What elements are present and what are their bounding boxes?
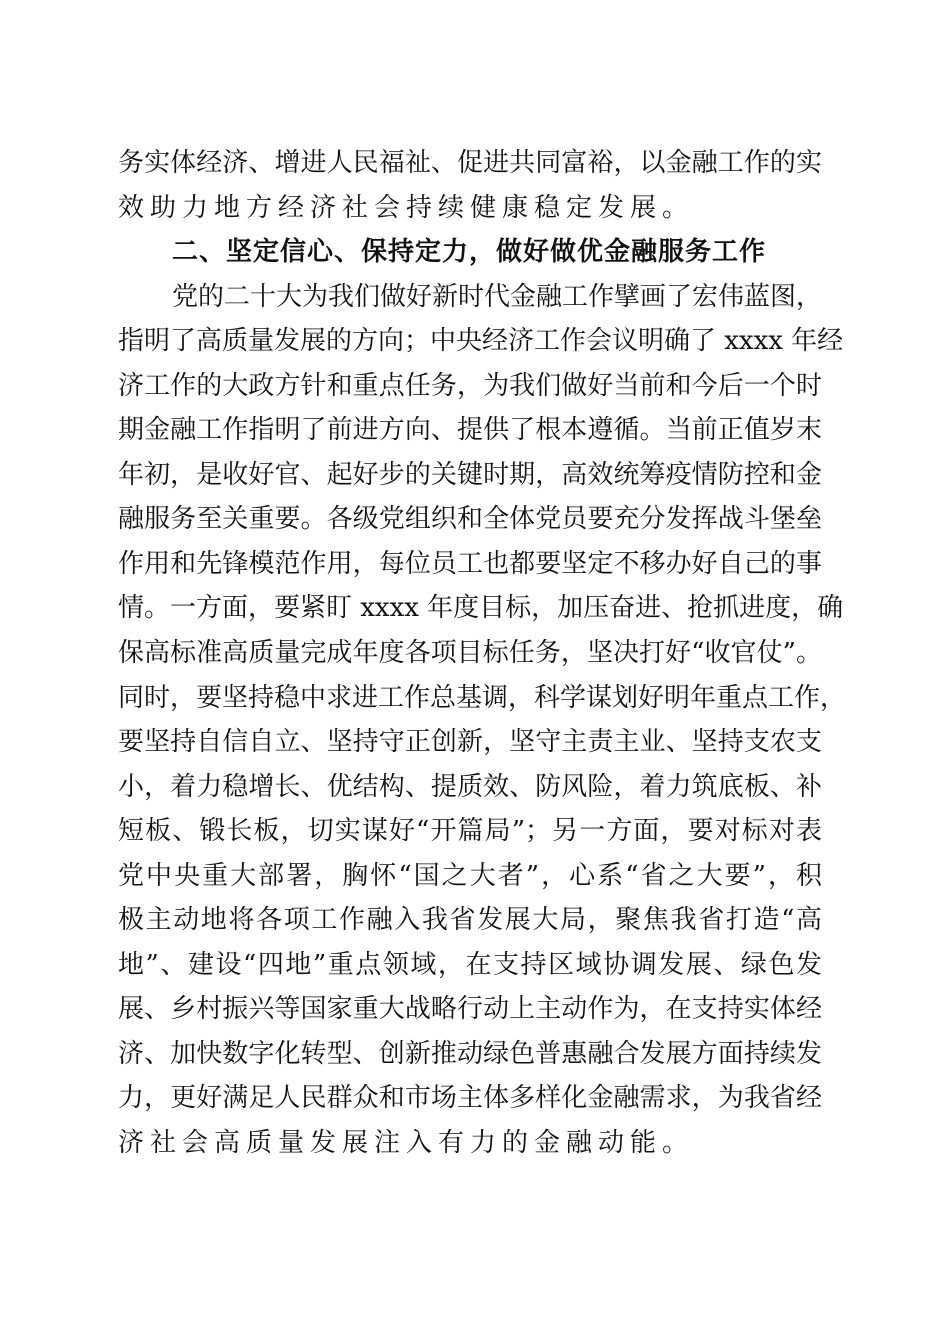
paragraph-line: 年初，是收好官、起好步的关键时期，高效统筹疫情防控和金 bbox=[118, 459, 822, 490]
paragraph-line: 指明了高质量发展的方向；中央经济工作会议明确了 xxxx 年经 bbox=[118, 326, 844, 357]
paragraph-line: 党中央重大部署，胸怀“国之大者”，心系“省之大要”，积 bbox=[118, 860, 822, 891]
paragraph-line: 地”、建设“四地”重点领域，在支持区域协调发展、绿色发 bbox=[118, 949, 822, 980]
paragraph-line: 极主动地将各项工作融入我省发展大局，聚焦我省打造“高 bbox=[118, 905, 822, 936]
paragraph-line: 务实体经济、增进人民福祉、促进共同富裕，以金融工作的实 bbox=[118, 148, 822, 178]
paragraph-line: 要坚持自信自立、坚持守正创新，坚守主责主业、坚持支农支 bbox=[118, 727, 822, 758]
paragraph-line: 济工作的大政方针和重点任务，为我们做好当前和今后一个时 bbox=[118, 370, 822, 401]
paragraph-line: 小，着力稳增长、优结构、提质效、防风险，着力筑底板、补 bbox=[118, 771, 822, 802]
paragraph-line: 保高标准高质量完成年度各项目标任务，坚决打好“收官仗”。 bbox=[118, 638, 822, 669]
paragraph-line: 济社会高质量发展注入有力的金融动能。 bbox=[118, 1128, 695, 1159]
paragraph-line: 情。一方面，要紧盯 xxxx 年度目标，加压奋进、抢抓进度，确 bbox=[118, 593, 844, 624]
paragraph-line: 效助力地方经济社会持续健康稳定发展。 bbox=[118, 192, 695, 223]
paragraph-line: 济、加快数字化转型、创新推动绿色普惠融合发展方面持续发 bbox=[118, 1038, 822, 1069]
paragraph-line: 展、乡村振兴等国家重大战略行动上主动作为，在支持实体经 bbox=[118, 994, 822, 1025]
paragraph-line: 短板、锻长板，切实谋好“开篇局”；另一方面，要对标对表 bbox=[118, 816, 822, 847]
paragraph-line: 期金融工作指明了前进方向、提供了根本遵循。当前正值岁末 bbox=[118, 415, 822, 446]
document-page bbox=[118, 141, 847, 1166]
paragraph-line: 力，更好满足人民群众和市场主体多样化金融需求，为我省经 bbox=[118, 1083, 822, 1114]
paragraph-line: 同时，要坚持稳中求进工作总基调，科学谋划好明年重点工作， bbox=[118, 682, 847, 713]
paragraph-line: 作用和先锋模范作用，每位员工也都要坚定不移办好自己的事 bbox=[118, 548, 822, 579]
paragraph-line: 融服务至关重要。各级党组织和全体党员要充分发挥战斗堡垒 bbox=[118, 504, 822, 535]
paragraph-line: 党的二十大为我们做好新时代金融工作擘画了宏伟蓝图， bbox=[172, 281, 823, 312]
section-heading: 二、坚定信心、保持定力，做好做优金融服务工作 bbox=[172, 237, 767, 268]
